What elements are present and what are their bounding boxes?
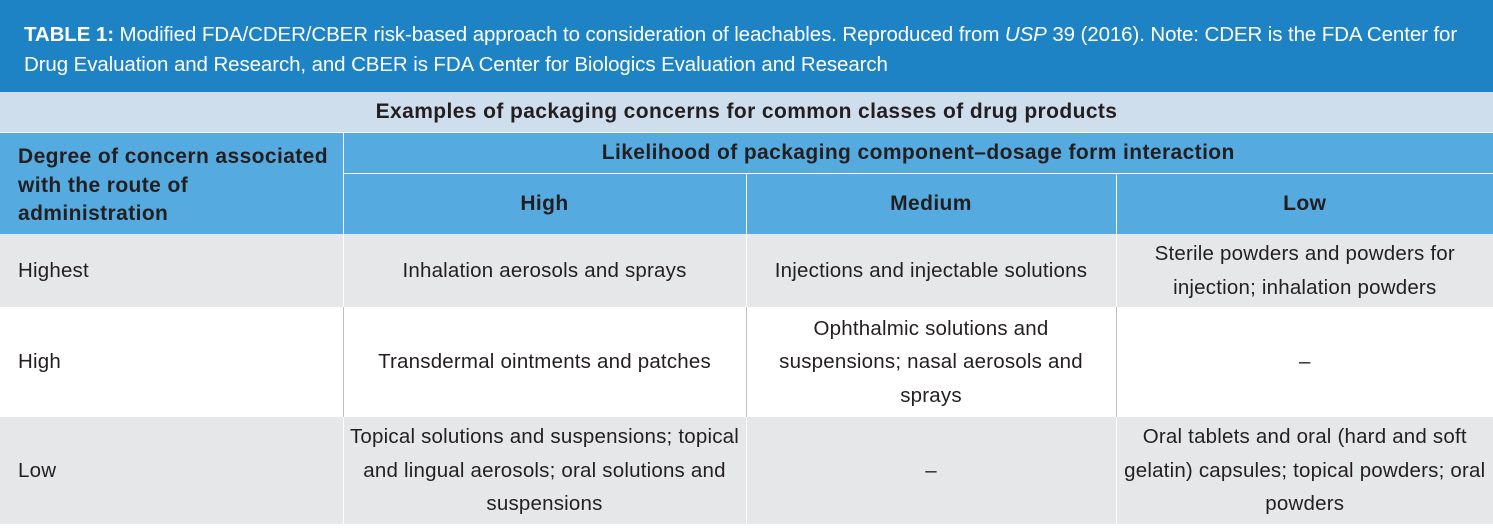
table-cell: – bbox=[1116, 307, 1493, 417]
caption-text-start: Modified FDA/CDER/CBER risk-based approach to consideration of leachables. Reproduced from bbox=[113, 23, 1005, 46]
band-title-row bbox=[0, 92, 1493, 133]
column-group-header-likelihood: Likelihood of packaging component–dosage form interaction bbox=[343, 133, 1493, 174]
table-cell: Topical solutions and suspensions; topical and lingual aerosols; oral solutions and suspensions bbox=[343, 417, 746, 524]
table-cell: Oral tablets and oral (hard and soft gelatin) capsules; topical powders; oral powders bbox=[1116, 417, 1493, 524]
column-header-medium: Medium bbox=[746, 174, 1116, 235]
table-row bbox=[0, 234, 1493, 307]
table-caption bbox=[0, 0, 1493, 92]
table-cell: Sterile powders and powders for injection; inhalation powders bbox=[1116, 234, 1493, 307]
table-row bbox=[0, 307, 1493, 417]
route-cell: High bbox=[0, 307, 343, 417]
table-row bbox=[0, 417, 1493, 524]
table-cell: – bbox=[746, 417, 1116, 524]
caption-text-end: 39 (2016). Note: CDER is the FDA Center for Drug Evaluation and Research, and CBER is FDA Center for Biologics Evaluation and Research bbox=[24, 23, 1458, 76]
band-title: Examples of packaging concerns for common classes of drug products bbox=[0, 92, 1493, 133]
caption-label: TABLE 1: bbox=[24, 23, 114, 46]
group-header-row bbox=[0, 133, 1493, 174]
route-cell: Highest bbox=[0, 234, 343, 307]
column-header-low: Low bbox=[1116, 174, 1493, 235]
leachables-risk-table bbox=[0, 92, 1493, 524]
table-cell: Ophthalmic solutions and suspensions; nasal aerosols and sprays bbox=[746, 307, 1116, 417]
column-header-high: High bbox=[343, 174, 746, 235]
table-cell: Injections and injectable solutions bbox=[746, 234, 1116, 307]
route-cell: Low bbox=[0, 417, 343, 524]
table-cell: Transdermal ointments and patches bbox=[343, 307, 746, 417]
caption-italic-source: USP bbox=[1004, 23, 1047, 46]
row-header-degree-of-concern: Degree of concern associated with the route of administration bbox=[0, 133, 343, 235]
table-cell: Inhalation aerosols and sprays bbox=[343, 234, 746, 307]
